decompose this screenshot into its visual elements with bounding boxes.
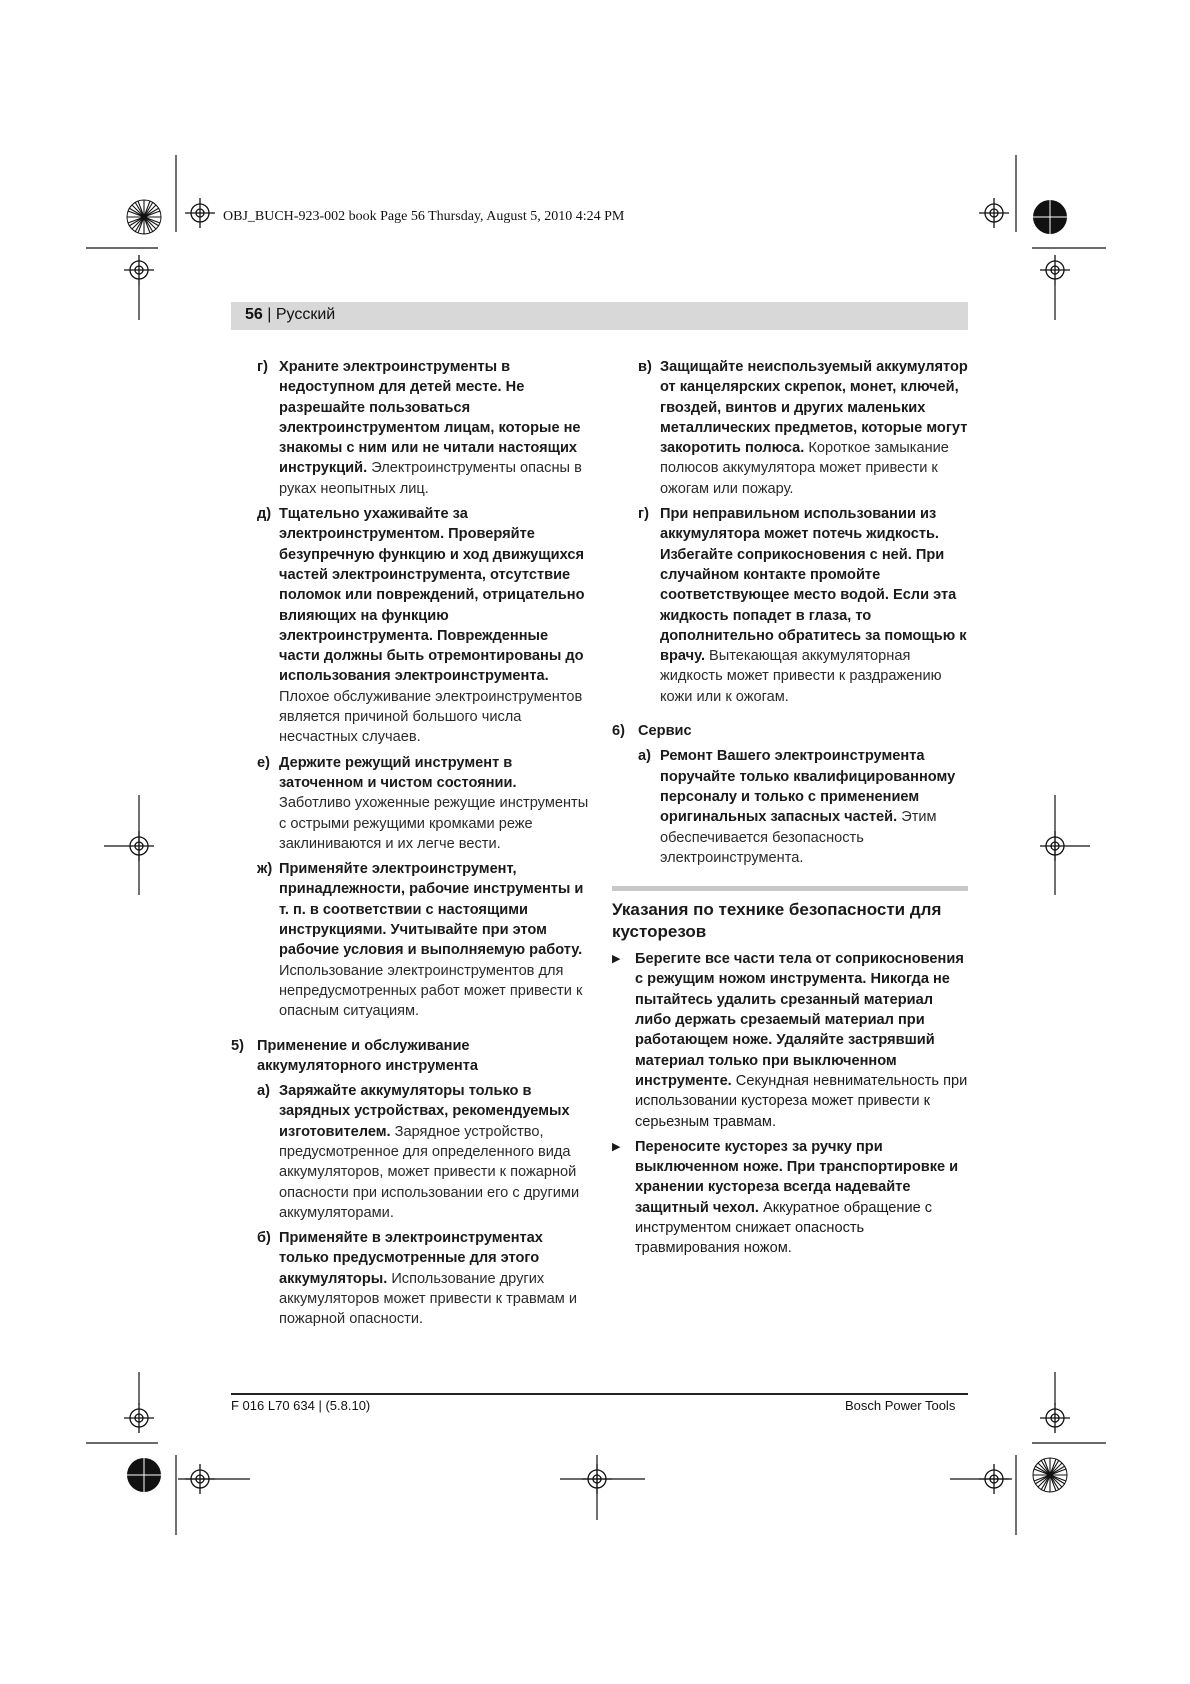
registration-crosshair-right-mid bbox=[1040, 831, 1070, 861]
list-item: г) При неправильном использовании из аккумулятора может потечь жидкость. Избегайте соприкосновения с ней. При случайном контакте промойте соответствующее место водой. Если эта жидкость попадет в глаза, то дополнительно обратитесь за помощью к врачу. Вытекающая аккумуляторная жидкость может привести к раздражению кожи или к ожогам. bbox=[638, 506, 967, 705]
registration-crosshair-right-top bbox=[1040, 255, 1070, 285]
list-item: в) Защищайте неиспользуемый аккумулятор от канцелярских скрепок, монет, ключей, гвоздей, винтов и других маленьких металлических предметов, которые могут закоротить полюса. Короткое замыкание полюсов аккумулятора может привести к ожогам или пожару. bbox=[638, 359, 968, 497]
registration-crosshair-right-bottom bbox=[1040, 1403, 1070, 1433]
left-column bbox=[231, 357, 589, 1335]
registration-crosshair-top-left bbox=[185, 198, 215, 228]
registration-star-top-left bbox=[127, 200, 161, 234]
list-item: б) Применяйте в электроинструментах только предусмотренные для этого аккумуляторы. Использование других аккумуляторов может привести к травмам и пожарной опасности. bbox=[257, 1230, 577, 1328]
bullet-item: ▶ Берегите все части тела от соприкосновения с режущим ножом инструмента. Никогда не пытайтесь удалить срезанный материал либо держать срезаемый материал при работающем ноже. Удаляйте застрявший материал только при выключенном инструменте. Секундная невнимательность при использовании кустореза может привести к серьезным травмам. bbox=[612, 949, 968, 1132]
footer-rule bbox=[231, 1393, 968, 1395]
registration-solid-bottom-left bbox=[127, 1458, 161, 1492]
right-column bbox=[612, 357, 968, 1264]
registration-solid-top-right bbox=[1033, 200, 1067, 234]
list-item: ж) Применяйте электроинструмент, принадлежности, рабочие инструменты и т. п. в соответствии с настоящими инструкциями. Учитывайте при этом рабочие условия и выполняемую работу. Использование электроинструментов для непредусмотренных работ может привести к опасным ситуациям. bbox=[257, 861, 584, 1020]
registration-crosshair-left-bottom bbox=[124, 1403, 154, 1433]
page-header bbox=[231, 302, 968, 330]
footer-brand: Bosch Power Tools bbox=[845, 1398, 956, 1413]
page-number: 56 bbox=[245, 306, 263, 323]
registration-star-bottom-right bbox=[1033, 1458, 1067, 1492]
header-language: Русский bbox=[275, 306, 336, 323]
print-slug: OBJ_BUCH-923-002 book Page 56 Thursday, August 5, 2010 4:24 PM bbox=[223, 209, 625, 224]
header-separator: | bbox=[262, 306, 276, 323]
section-heading: 5) Применение и обслуживание аккумуляторного инструмента bbox=[231, 1037, 479, 1074]
arrow-right-icon: ▶ bbox=[612, 1140, 621, 1153]
list-item: а) Заряжайте аккумуляторы только в зарядных устройствах, рекомендуемых изготовителем. Зарядное устройство, предусмотренное для определенного вида аккумуляторов, может привести к пожарной опасности при использовании его с другими аккумуляторами. bbox=[257, 1083, 580, 1221]
list-item: е) Держите режущий инструмент в заточенном и чистом состоянии. Заботливо ухоженные режущие инструменты с острыми режущими кромками реже заклиниваются и их легче вести. bbox=[257, 754, 589, 852]
safety-heading: Указания по технике безопасности для кусторезов bbox=[612, 900, 942, 942]
registration-crosshair-left-mid bbox=[124, 831, 154, 861]
registration-crosshair-left-top bbox=[124, 255, 154, 285]
section-heading: 6) Сервис bbox=[612, 723, 692, 740]
list-item: г) Храните электроинструменты в недоступном для детей месте. Не разрешайте пользоваться электроинструментом лицам, которые не знакомы с ним или не читали настоящих инструкций. Электроинструменты опасны в руках неопытных лиц. bbox=[257, 359, 582, 497]
bullet-item: ▶ Переносите кусторез за ручку при выключенном ноже. При транспортировке и хранении кустореза всегда надевайте защитный чехол. Аккуратное обращение с инструментом снижает опасность травмирования ножом. bbox=[612, 1137, 968, 1259]
arrow-right-icon: ▶ bbox=[612, 953, 621, 966]
list-item: д) Тщательно ухаживайте за электроинструментом. Проверяйте безупречную функцию и ход движущихся частей электроинструмента, отсутствие поломок или повреждений, отрицательно влияющих на функцию электроинструмента. Поврежденные части должны быть отремонтированы до использования электроинструмента. Плохое обслуживание электроинструментов является причиной большого числа несчастных случаев. bbox=[257, 506, 585, 746]
footer-doc-code: F 016 L70 634 | (5.8.10) bbox=[231, 1398, 371, 1413]
registration-crosshair-top-right bbox=[979, 198, 1009, 228]
list-item: а) Ремонт Вашего электроинструмента поручайте только квалифицированному персоналу и только с применением оригинальных запасных частей. Этим обеспечивается безопасность электроинструмента. bbox=[638, 748, 956, 866]
section-divider bbox=[612, 886, 968, 891]
